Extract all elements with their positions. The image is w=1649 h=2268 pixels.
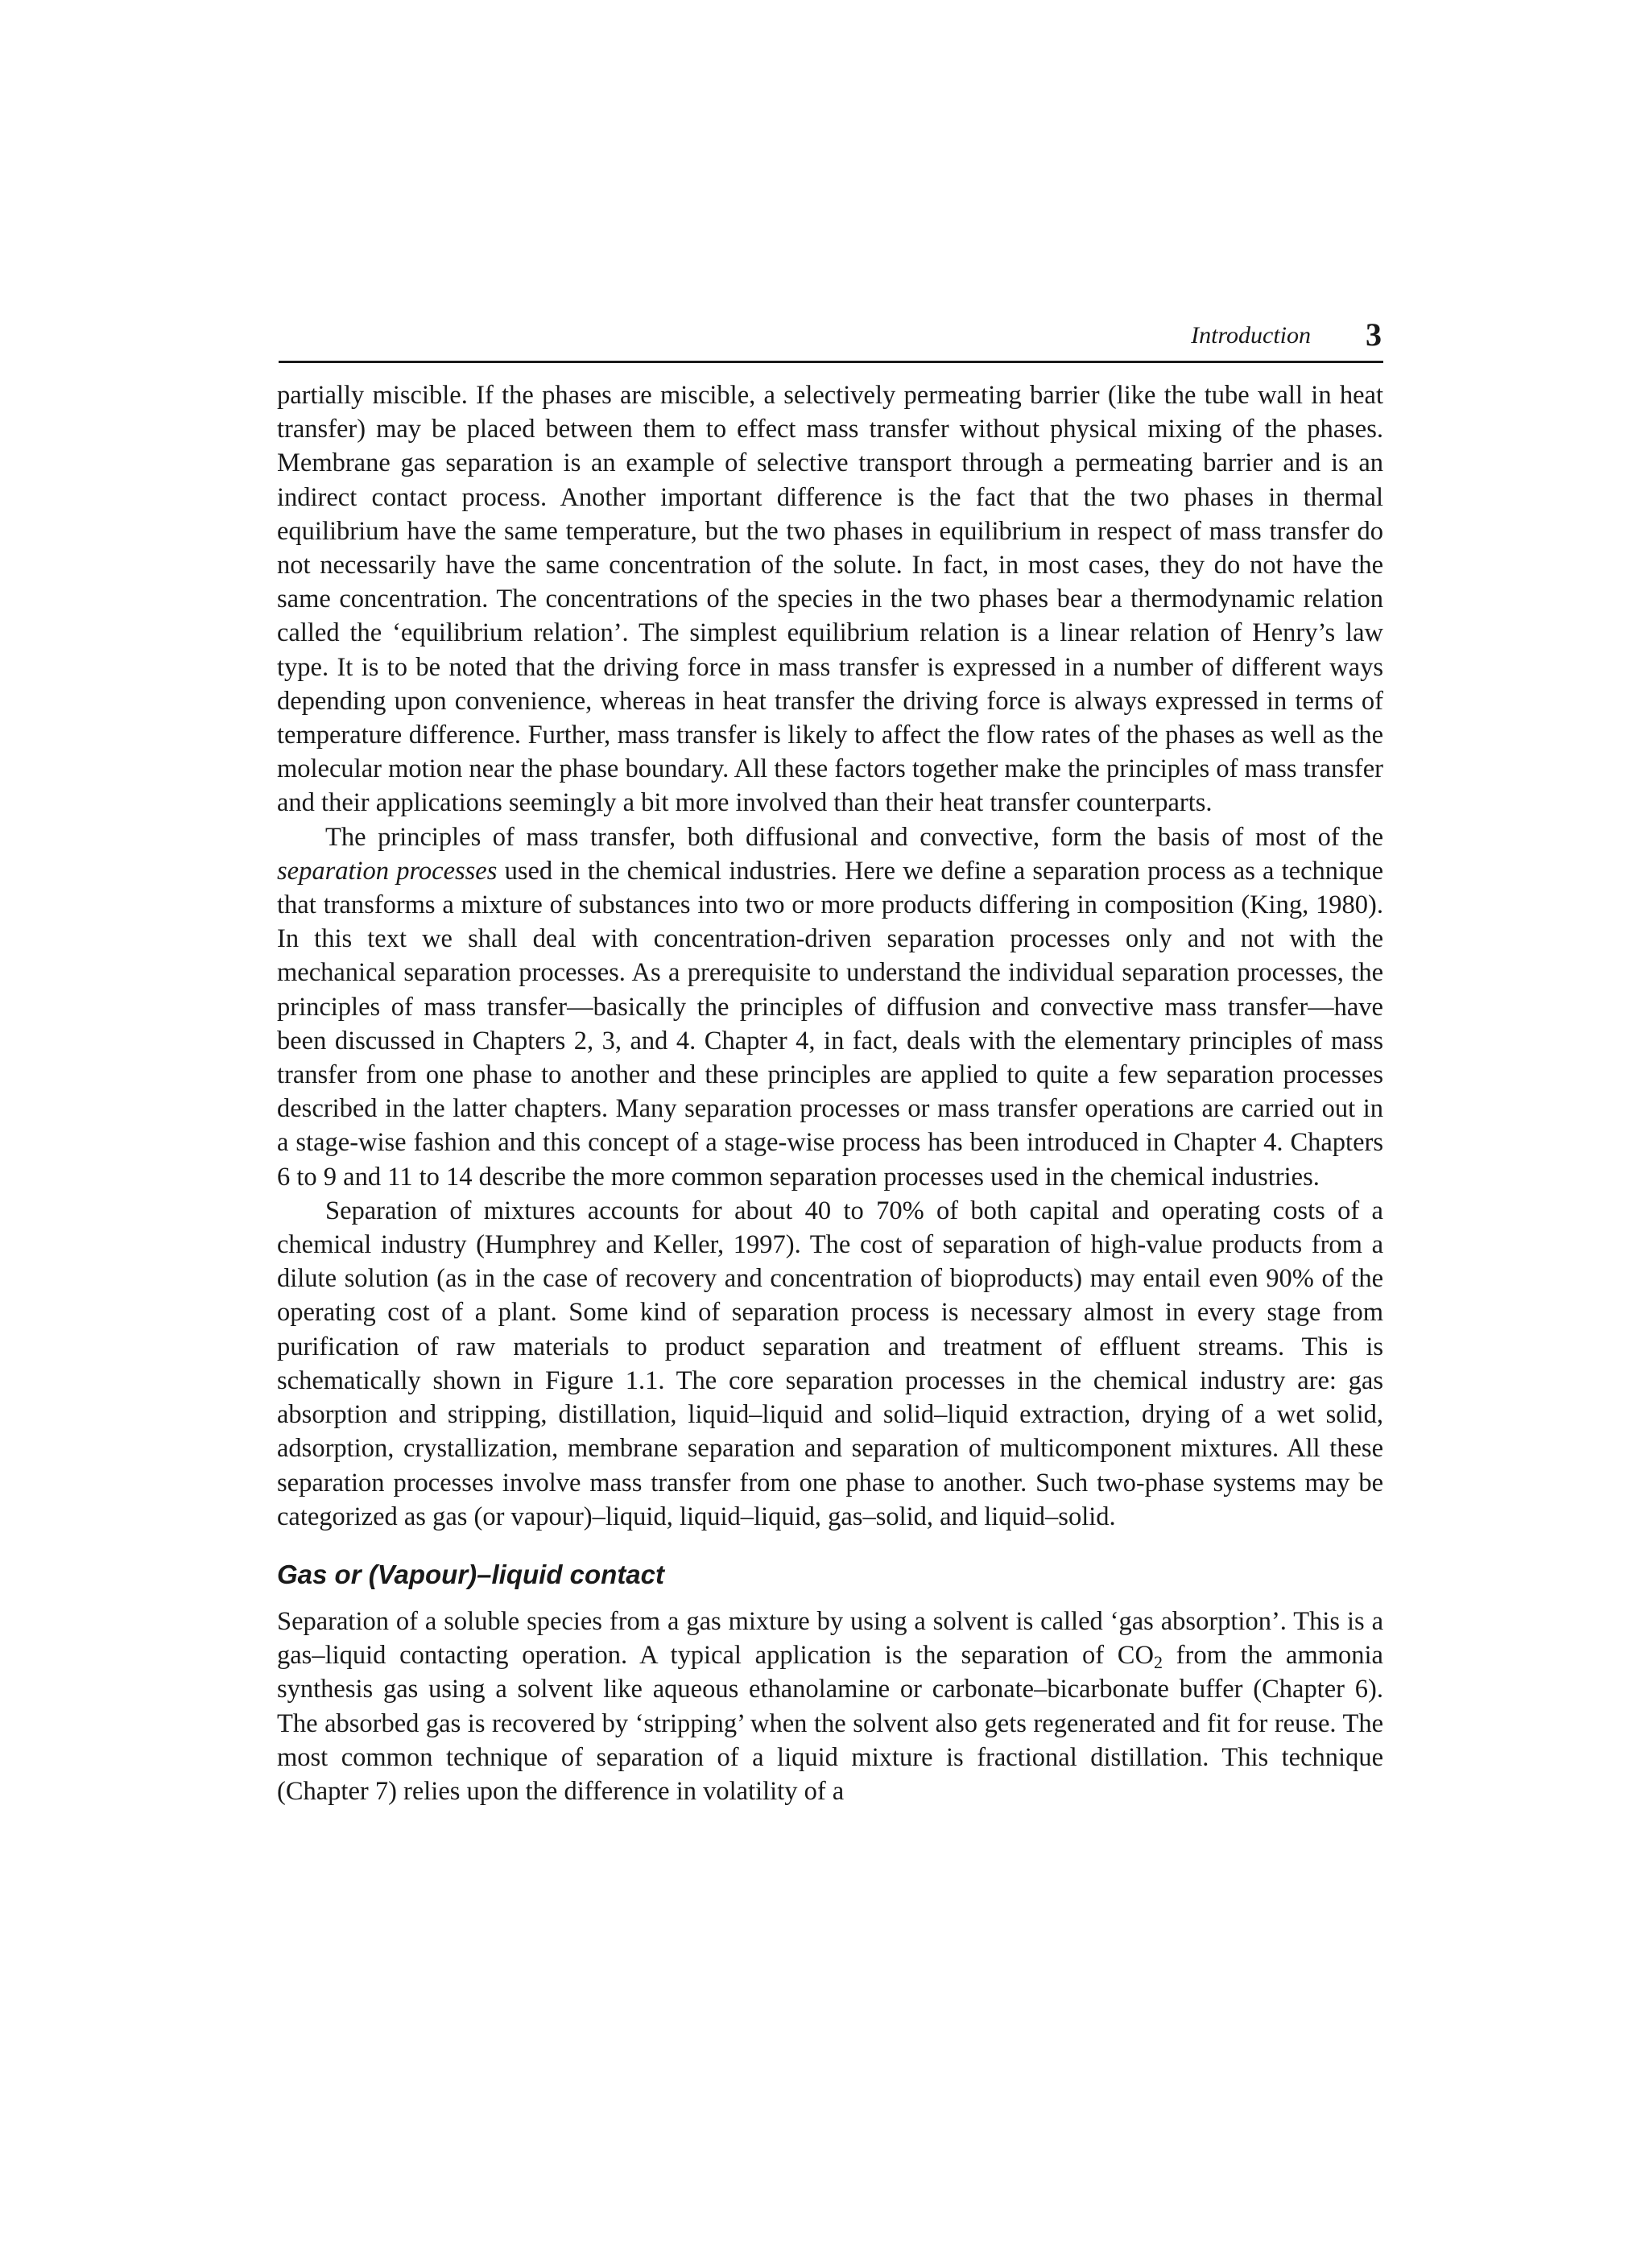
paragraph-4: [277, 1605, 1383, 1808]
paragraph-2: [277, 820, 1383, 1194]
paragraph-2-text-b: used in the chemical industries. Here we define a separation process as a technique that transforms a mixture of substances into two or more products differing in composition (King, 1980). In this text we shall deal with concentration-driven separation processes only and not with the mechanical separation processes. As a prerequisite to understand the individual separation processes, the principles of mass transfer—basically the principles of diffusion and convective mass transfer—have been discussed in Chapters 2, 3, and 4. Chapter 4, in fact, deals with the elementary principles of mass transfer from one phase to another and these principles are applied to quite a few separation processes described in the latter chapters. Many separation processes or mass transfer operations are carried out in a stage-wise fashion and this concept of a stage-wise process has been introduced in Chapter 4. Chapters 6 to 9 and 11 to 14 describe the more common separation processes used in the chemical industries.: [277, 856, 1383, 1192]
section-heading: Gas or (Vapour)–liquid contact: [277, 1559, 664, 1589]
paragraph-4-text-a: Separation of a soluble species from a gas mixture by using a solvent is called ‘gas absorption’. This is a gas–liquid contacting operation. A typical application is the separation of CO: [277, 1606, 1383, 1671]
co2-subscript: 2: [1153, 1652, 1163, 1673]
paragraph-2-text-a: The principles of mass transfer, both diffusional and convective, form the basis of most of the: [325, 822, 1383, 852]
paragraph-2-emphasis: separation processes: [277, 856, 498, 886]
paragraph-3: Separation of mixtures accounts for about 40 to 70% of both capital and operating costs of a chemical industry (Humphrey and Keller, 1997). The cost of separation of high-value products from a dilute solution (as in the case of recovery and concentration of bioproducts) may entail even 90% of the operating cost of a plant. Some kind of separation process is necessary almost in every stage from purification of raw materials to product separation and treatment of effluent streams. This is schematically shown in Figure 1.1. The core separation processes in the chemical industry are: gas absorption and stripping, distillation, liquid–liquid and solid–liquid extraction, drying of a wet solid, adsorption, crystallization, membrane separation and separation of multicomponent mixtures. All these separation processes involve mass transfer from one phase to another. Such two-phase systems may be categorized as gas (or vapour)–liquid, liquid–liquid, gas–solid, and liquid–solid.: [277, 1196, 1383, 1531]
paragraph-1: partially miscible. If the phases are miscible, a selectively permeating barrier (like the tube wall in heat transfer) may be placed between them to effect mass transfer without physical mixing of the phases. Membrane gas separation is an example of selective transport through a permeating barrier and is an indirect contact process. Another important difference is the fact that the two phases in thermal equilibrium have the same temperature, but the two phases in equilibrium in respect of mass transfer do not necessarily have the same concentration of the solute. In fact, in most cases, they do not have the same concentration. The concentrations of the species in the two phases bear a thermodynamic relation called the ‘equilibrium relation’. The simplest equilibrium relation is a linear relation of Henry’s law type. It is to be noted that the driving force in mass transfer is expressed in a number of different ways depending upon convenience, whereas in heat transfer the driving force is always expressed in terms of temperature difference. Further, mass transfer is likely to affect the flow rates of the phases as well as the molecular motion near the phase boundary. All these factors together make the principles of mass transfer and their applications seemingly a bit more involved than their heat transfer counterparts.: [277, 381, 1383, 818]
running-header: [279, 316, 1383, 363]
paragraph-4-text-b: from the ammonia synthesis gas using a solvent like aqueous ethanolamine or carbonate–bicarbonate buffer (Chapter 6). The absorbed gas is recovered by ‘stripping’ when the solvent also gets regenerated and fit for reuse. The most common technique of separation of a liquid mixture is fractional distillation. This technique (Chapter 7) relies upon the difference in volatility of a: [277, 1641, 1383, 1806]
body-text: [277, 378, 1383, 1808]
page-number: 3: [1366, 316, 1382, 353]
running-title: Introduction: [1191, 322, 1311, 349]
